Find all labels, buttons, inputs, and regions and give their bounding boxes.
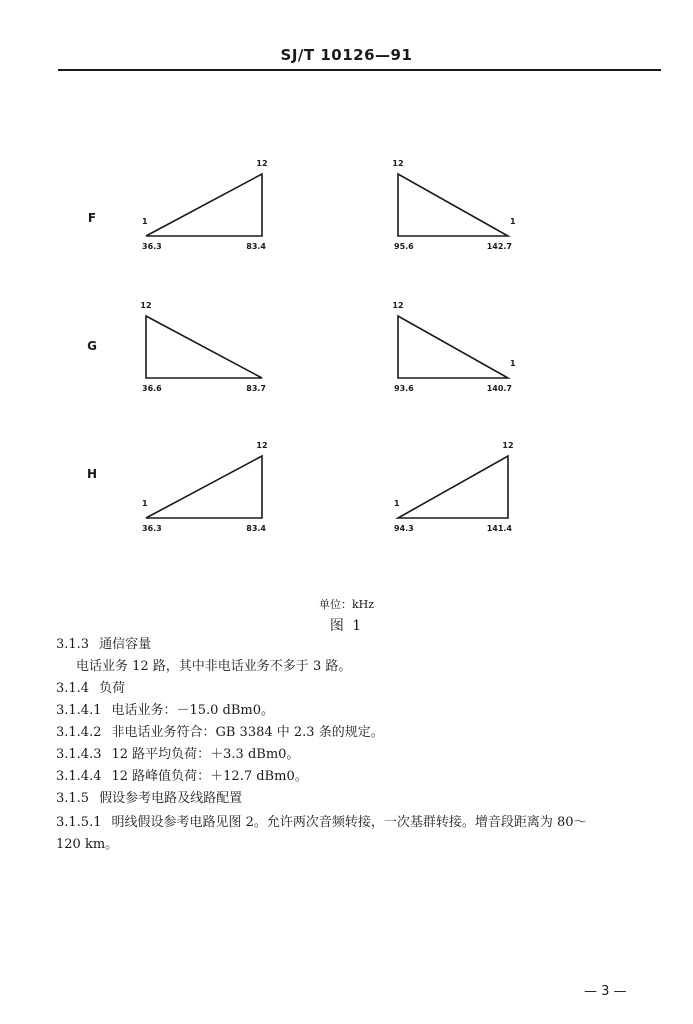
channel-low-label: 1: [394, 499, 400, 508]
section-3-1-5: [56, 791, 242, 807]
section-number: 3.1.4.1: [56, 703, 102, 718]
section-text: 12 路平均负荷：＋3.3 dBm0。: [111, 747, 300, 762]
freq-low-label: 36.3: [142, 524, 162, 533]
channel-high-label: 12: [392, 301, 404, 310]
section-3-1-4-4: [56, 769, 308, 785]
freq-high-label: 83.4: [246, 242, 266, 251]
channel-low-label: 1: [510, 217, 516, 226]
section-number: 3.1.4.2: [56, 725, 102, 740]
page-number: — 3 —: [584, 984, 627, 999]
section-title: 假设参考电路及线路配置: [99, 791, 243, 806]
triangle-f-left: [146, 174, 262, 236]
figure-unit: 单位：kHz: [318, 598, 375, 611]
triangle-h-left: [146, 456, 262, 518]
section-number: 3.1.4.3: [56, 747, 102, 762]
triangle-g-right: [398, 316, 508, 378]
section-number: 3.1.3: [56, 637, 90, 652]
freq-high-label: 142.7: [486, 242, 512, 251]
section-text: 电话业务：－15.0 dBm0。: [111, 703, 275, 718]
freq-high-label: 140.7: [486, 384, 512, 393]
section-3-1-3: [56, 637, 151, 653]
section-text: 非电话业务符合：GB 3384 中 2.3 条的规定。: [111, 725, 384, 740]
section-title: 通信容量: [99, 637, 152, 652]
section-text: 明线假设参考电路见图 2。允许两次音频转接，一次基群转接。增音段距离为 80～: [111, 815, 587, 830]
channel-low-label: 1: [510, 359, 516, 368]
freq-low-label: 95.6: [394, 242, 414, 251]
freq-high-label: 83.4: [246, 524, 266, 533]
channel-high-label: 12: [392, 159, 404, 168]
channel-low-label: 1: [142, 499, 148, 508]
freq-high-label: 141.4: [486, 524, 512, 533]
section-3-1-4-2: [56, 725, 384, 741]
section-3-1-4-1: [56, 703, 274, 719]
freq-high-label: 83.7: [246, 384, 266, 393]
row-label-f: F: [87, 211, 97, 225]
section-3-1-4: [56, 681, 125, 697]
section-title: 负荷: [99, 681, 126, 696]
channel-high-label: 12: [140, 301, 152, 310]
section-3-1-4-3: [56, 747, 299, 763]
section-number: 3.1.5: [56, 791, 90, 806]
channel-high-label: 12: [502, 441, 514, 450]
freq-low-label: 94.3: [394, 524, 414, 533]
section-3-1-5-1-continued: 120 km。: [56, 837, 119, 852]
channel-low-label: 1: [142, 217, 148, 226]
triangle-h-right: [398, 456, 508, 518]
section-text: 12 路峰值负荷：＋12.7 dBm0。: [111, 769, 308, 784]
figure-caption: 图 1: [329, 618, 364, 634]
document-code: SJ/T 10126—91: [280, 46, 413, 64]
triangle-f-right: [398, 174, 508, 236]
section-number: 3.1.4: [56, 681, 90, 696]
freq-low-label: 36.3: [142, 242, 162, 251]
triangle-g-left: [146, 316, 262, 378]
row-label-g: G: [87, 339, 97, 353]
paragraph-capacity: 电话业务 12 路，其中非电话业务不多于 3 路。: [76, 659, 352, 674]
section-number: 3.1.5.1: [56, 815, 102, 830]
section-3-1-5-1: [56, 815, 587, 831]
channel-high-label: 12: [256, 159, 268, 168]
freq-low-label: 36.6: [142, 384, 162, 393]
freq-low-label: 93.6: [394, 384, 414, 393]
channel-high-label: 12: [256, 441, 268, 450]
section-number: 3.1.4.4: [56, 769, 102, 784]
row-label-h: H: [86, 467, 98, 481]
